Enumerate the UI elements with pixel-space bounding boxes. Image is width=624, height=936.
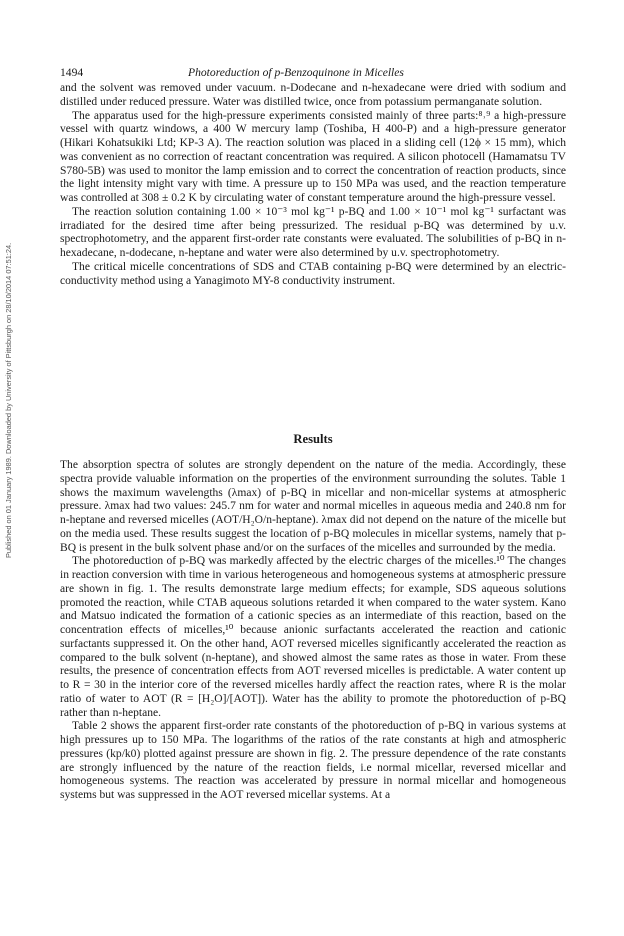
methods-text (60, 82, 566, 288)
section-heading-results: Results (293, 432, 333, 446)
paragraph: The reaction solution containing 1.00 × 10⁻³ mol kg⁻¹ p-BQ and 1.00 × 10⁻¹ mol kg⁻¹ surfactant was irradiated for the desired time after being pressurized. The residual p-BQ was determined by u.v. spectrophotometry, and the apparent first-order rate constants were evaluated. The solubilities of p-BQ in n-hexadecane, n-dodecane, n-heptane and water were also determined by u.v. spectrophotometry. (60, 205, 566, 259)
paragraph: The photoreduction of p-BQ was markedly affected by the electric charges of the micelles.¹⁰ The changes in reaction conversion with time in various heterogeneous and homogeneous systems at atmospheric pressure are shown in fig. 1. The results demonstrate large medium effects; for example, SDS aqueous solutions promoted the reaction, while CTAB aqueous solutions retarded it when compared to the water system. Kano and Matsuo indicated the formation of a cationic species as an intermediate of this reaction, based on the concentration effects of micelles,¹⁰ because anionic surfactants accelerated the reaction and cationic surfactants suppressed it. On the other hand, AOT reversed micelles significantly accelerated the reaction as compared to the bulk solvent (n-heptane), and showed almost the same rates as those in water. From these results, the presence of concentration effects from AOT reversed micelles is predictable. A water content up to R = 30 in the interior core of the reversed micelles hardly affect the reaction rates, where R is the molar ratio of water to AOT (R = [H₂O]/[AOT]). Water has the ability to promote the photoreduction of p-BQ rather than n-heptane. (60, 555, 566, 719)
paragraph: and the solvent was removed under vacuum. n-Dodecane and n-hexadecane were dried with sodium and distilled under reduced pressure. Water was distilled twice, once from potassium permanganate solution. (60, 82, 566, 108)
running-head (60, 66, 570, 82)
paragraph: The critical micelle concentrations of SDS and CTAB containing p-BQ were determined by an electric-conductivity method using a Yanagimoto MY-8 conductivity instrument. (60, 260, 566, 287)
results-text (60, 459, 566, 803)
paragraph: Table 2 shows the apparent first-order rate constants of the photoreduction of p-BQ in various systems at high pressures up to 150 MPa. The logarithms of the ratios of the rate constants at high and atmospheric pressures (kp/k0) plotted against pressure are shown in fig. 2. The pressure dependence of the rate constants are strongly influenced by the nature of the reaction fields, i.e normal micellar, reversed micellar and homogeneous systems. The reaction was accelerated by pressure in normal micellar and homogeneous systems but was suppressed in the AOT reversed micellar systems. At a (60, 720, 566, 801)
paragraph: The apparatus used for the high-pressure experiments consisted mainly of three parts:⁸˒⁹ a high-pressure vessel with quartz windows, a 400 W mercury lamp (Toshiba, H 400-P) and a high-pressure generator (Hikari Kohatsukiki Ltd; KP-3 A). The reaction solution was placed in a sliding cell (12ϕ × 15 mm), which was convenient as no correction of reactant concentration was required. A silicon photocell (Hamamatsu TV S780-5B) was used to monitor the lamp emission and to correct the concentration of reaction products, since the light intensity might vary with time. A pressure up to 150 MPa was used, and the reaction temperature was controlled at 308 ± 0.2 K by circulating water of constant temperature around the high-pressure vessel. (60, 109, 566, 204)
page-number: 1494 (60, 66, 84, 79)
running-title: Photoreduction of p-Benzoquinone in Micelles (188, 66, 404, 79)
paragraph: The absorption spectra of solutes are strongly dependent on the nature of the media. Accordingly, these spectra provide valuable information on the properties of the environment surrounding the solutes. Table 1 shows the maximum wavelengths (λmax) of p-BQ in micellar and non-micellar systems at atmospheric pressure. λmax had two values: 245.7 nm for water and normal micelles in aqueous media and 240.8 nm for n-heptane and reversed micelles (AOT/H₂O/n-heptane). λmax did not depend on the nature of the micelle but on the media used. These results suggest the location of p-BQ molecules in micellar systems, namely that p-BQ is present in the bulk solvent phase and/or on the surfaces of the micelles and surrounded by the media. (60, 459, 566, 554)
download-notice: Published on 01 January 1989. Downloaded by University of Pittsburgh on 28/10/2014 07:51:24. (4, 242, 13, 558)
